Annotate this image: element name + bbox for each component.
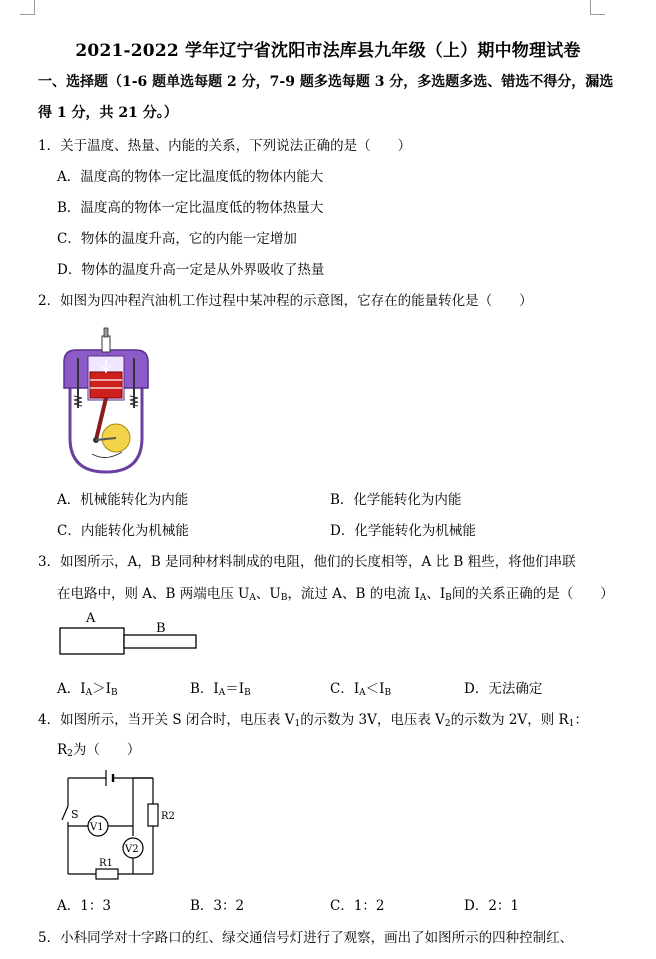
resistor-ab-diagram bbox=[58, 608, 198, 660]
q4-stem-line-1: 4．如图所示，当开关 S 闭合时，电压表 $V_1$的示数为 3V，电压表 $V_2$的示数为 2V，则 $R_1$： bbox=[38, 712, 588, 729]
q1-option-c: C．物体的温度升高，它的内能一定增加 bbox=[57, 231, 297, 247]
q2-option-c: C．内能转化为机械能 bbox=[57, 523, 189, 539]
q2-stem: 2．如图为四冲程汽油机工作过程中某冲程的示意图，它存在的能量转化是（ ） bbox=[38, 293, 533, 309]
q2-option-d: D．化学能转化为机械能 bbox=[330, 523, 476, 539]
r1-label: R1 bbox=[99, 858, 113, 869]
q1-stem: 1．关于温度、热量、内能的关系，下列说法正确的是（ ） bbox=[38, 138, 412, 154]
q1-option-b: B．温度高的物体一定比温度低的物体热量大 bbox=[57, 200, 324, 216]
crop-mark-top-right bbox=[590, 0, 605, 15]
r2-label: R2 bbox=[161, 811, 175, 822]
q3-stem-line-2: 在电路中，则 A、B 两端电压 $U_A$、$U_B$，流过 A、B 的电流 $I_A$、$I_B$间的关系正确的是（ ） bbox=[57, 586, 614, 603]
q4-stem-line-2: $R_2$为（ ） bbox=[57, 742, 141, 759]
q3-option-c: C．$I_A<I_B$ bbox=[330, 681, 392, 698]
resistor-b-label: B bbox=[156, 621, 166, 636]
q2-option-a: A．机械能转化为内能 bbox=[57, 492, 189, 508]
v2-label: V2 bbox=[125, 844, 139, 855]
q4-option-d: D．2：1 bbox=[464, 898, 520, 914]
q1-option-d: D．物体的温度升高一定是从外界吸收了热量 bbox=[57, 262, 325, 278]
switch-label: S bbox=[71, 808, 79, 821]
q3-stem-line-1: 3．如图所示，A，B 是同种材料制成的电阻，他们的长度相等，A 比 B 粗些，将他们串联 bbox=[38, 554, 576, 570]
v1-label: V1 bbox=[90, 822, 104, 833]
q3-option-b: B．$I_A=I_B$ bbox=[190, 681, 251, 698]
circuit-diagram bbox=[58, 768, 190, 882]
exam-title: 2021-2022 学年辽宁省沈阳市法库县九年级（上）期中物理试卷 bbox=[75, 41, 581, 61]
crop-mark-top-left bbox=[20, 0, 35, 15]
resistor-a-label: A bbox=[86, 611, 96, 626]
q1-option-a: A．温度高的物体一定比温度低的物体内能大 bbox=[57, 169, 324, 185]
q3-option-d: D．无法确定 bbox=[464, 681, 543, 697]
q4-option-b: B．3：2 bbox=[190, 898, 245, 914]
q3-option-a: A．$I_A>I_B$ bbox=[57, 681, 118, 698]
q2-option-b: B．化学能转化为内能 bbox=[330, 492, 462, 508]
q4-option-a: A．1：3 bbox=[57, 898, 111, 914]
section-heading-line-2: 得 1 分，共 21 分。） bbox=[38, 105, 178, 121]
q4-option-c: C．1：2 bbox=[330, 898, 385, 914]
engine-stroke-diagram bbox=[62, 326, 150, 476]
q5-stem: 5．小科同学对十字路口的红、绿交通信号灯进行了观察，画出了如图所示的四种控制红、 bbox=[38, 930, 574, 946]
section-heading-line-1: 一、选择题（1-6 题单选每题 2 分，7-9 题多选每题 3 分，多选题多选、错选不得分，漏选 bbox=[38, 74, 614, 90]
